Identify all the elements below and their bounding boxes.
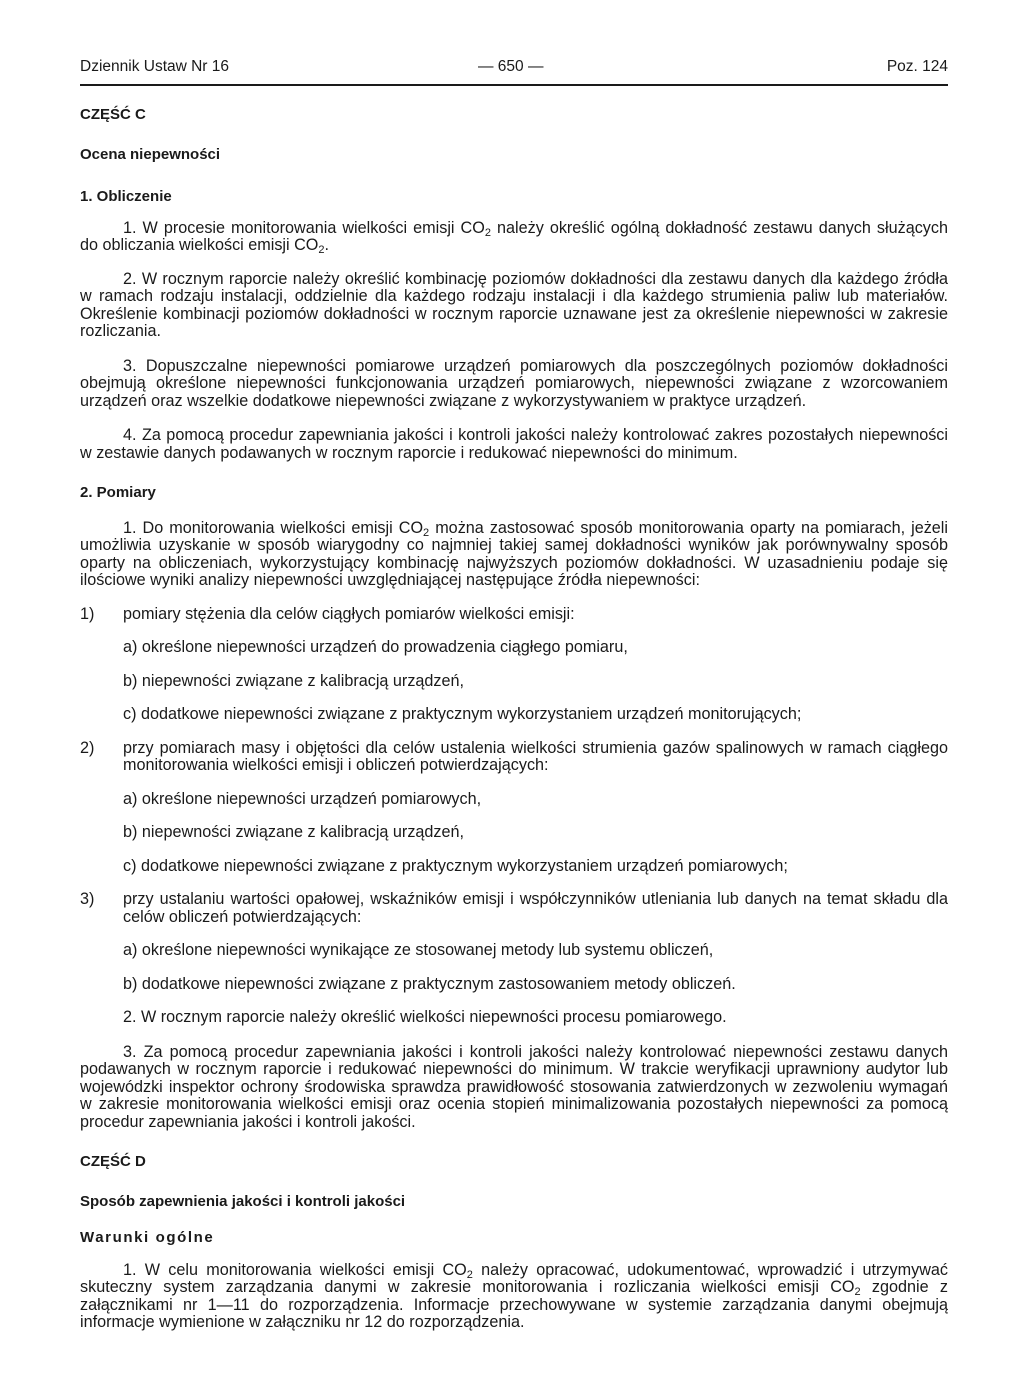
list-item-3: 3) przy ustalaniu wartości opałowej, wskaźników emisji i współczynników utleniania lub danych na temat składu dla celów obliczeń potwierdzających:: [80, 890, 948, 926]
document-page: [80, 58, 948, 1332]
section-1-heading: 1. Obliczenie: [80, 188, 172, 205]
list-subitem-1a: a) określone niepewności urządzeń do prowadzenia ciągłego pomiaru,: [123, 638, 628, 656]
paragraph-c1-3: 3. Dopuszczalne niepewności pomiarowe urządzeń pomiarowych dla poszczególnych poziomów dokładności obejmują określone niepewności funkcjonowania urządzeń pomiarowych, niepewności związane z wzorcowaniem urządzeń oraz wszelkie dodatkowe niepewności związane z wykorzystywaniem w praktyce urządzeń.: [80, 356, 948, 410]
list-subitem-1c: c) dodatkowe niepewności związane z praktycznym wykorzystaniem urządzeń monitorujących;: [123, 705, 802, 723]
list-item-2: 2) przy pomiarach masy i objętości dla celów ustalenia wielkości strumienia gazów spalinowych w ramach ciągłego monitorowania wielkości emisji i obliczeń potwierdzających:: [80, 738, 948, 774]
position-number: Poz. 124: [886, 58, 948, 75]
part-c-title: Ocena niepewności: [80, 145, 221, 163]
paragraph-c1-1: 1. W procesie monitorowania wielkości emisji $CO_2$ należy określić ogólną dokładność zestawu danych służących do obliczania wielkości emisji $CO_2$.: [80, 218, 948, 256]
part-c-label: CZĘŚĆ C: [80, 106, 146, 123]
list-subitem-2a: a) określone niepewności urządzeń pomiarowych,: [123, 789, 482, 808]
paragraph-d-1: 1. W celu monitorowania wielkości emisji $CO_2$ należy opracować, udokumentować, wprowadzić i utrzymywać skuteczny system zarządzania danymi w zakresie monitorowania i rozliczania wielkości emisji $CO_2$ zgodnie z załącznikami nr 1—11 do rozporządzenia. Informacje przechowywane w systemie zarządzania danymi obejmują informacje wymienione w załączniku nr 12 do rozporządzenia.: [80, 1260, 948, 1331]
paragraph-c2-1: 1. Do monitorowania wielkości emisji $CO_2$ można zastosować sposób monitorowania oparty na pomiarach, jeżeli umożliwia uzyskanie w sposób wiarygodny co najmniej takiej samej dokładności wyników jak porównywalny sposób oparty na obliczeniach, wykorzystujący kombinację najwyższych poziomów dokładności. W uzasadnieniu podaje się ilościowe wyniki analizy niepewności uwzględniającej następujące źródła niepewności:: [80, 518, 949, 589]
part-d-title: Sposób zapewnienia jakości i kontroli jakości: [80, 1192, 406, 1210]
list-subitem-1b: b) niepewności związane z kalibracją urządzeń,: [123, 671, 465, 690]
part-d-subtitle: Warunki ogólne: [80, 1229, 215, 1246]
list-item-1: 1) pomiary stężenia dla celów ciągłych pomiarów wielkości emisji:: [80, 604, 575, 623]
list-subitem-3b: b) dodatkowe niepewności związane z praktycznym zastosowaniem metody obliczeń.: [123, 974, 736, 993]
list-subitem-2c: c) dodatkowe niepewności związane z praktycznym wykorzystaniem urządzeń pomiarowych;: [123, 856, 788, 875]
paragraph-c1-2: 2. W rocznym raporcie należy określić kombinację poziomów dokładności dla zestawu danych dla każdego źródła w ramach rodzaju instalacji, oddzielnie dla każdego rodzaju instalacji i dla każdego strumienia paliw lub materiałów. Określenie kombinacji poziomów dokładności w rocznym raporcie uznawane jest za określenie niepewności w zakresie rozliczania.: [80, 269, 948, 340]
page-header: [80, 58, 948, 86]
paragraph-c1-4: 4. Za pomocą procedur zapewniania jakości i kontroli jakości należy kontrolować zakres pozostałych niepewności w zestawie danych podawanych w rocznym raporcie i redukować niepewności do minimum.: [80, 426, 948, 462]
section-2-heading: 2. Pomiary: [80, 484, 156, 501]
paragraph-c2-2: 2. W rocznym raporcie należy określić wielkości niepewności procesu pomiarowego.: [123, 1008, 727, 1026]
part-d-label: CZĘŚĆ D: [80, 1153, 146, 1170]
list-subitem-3a: a) określone niepewności wynikające ze stosowanej metody lub systemu obliczeń,: [123, 941, 714, 959]
page-number: — 650 —: [478, 58, 544, 75]
journal-title: Dziennik Ustaw Nr 16: [80, 58, 230, 75]
list-subitem-2b: b) niepewności związane z kalibracją urządzeń,: [123, 823, 465, 841]
paragraph-c2-3: 3. Za pomocą procedur zapewniania jakości i kontroli jakości należy kontrolować niepewności zestawu danych podawanych w rocznym raporcie i redukować niepewności do minimum. W trakcie weryfikacji uprawniony audytor lub wojewódzki inspektor ochrony środowiska sprawdza prawidłowość stosowania zatwierdzonych w zezwoleniu wymagań w zakresie monitorowania wielkości emisji oraz ocenia stopień minimalizowania pozostałych niepewności za pomocą procedur zapewniania jakości i kontroli jakości.: [80, 1042, 948, 1131]
